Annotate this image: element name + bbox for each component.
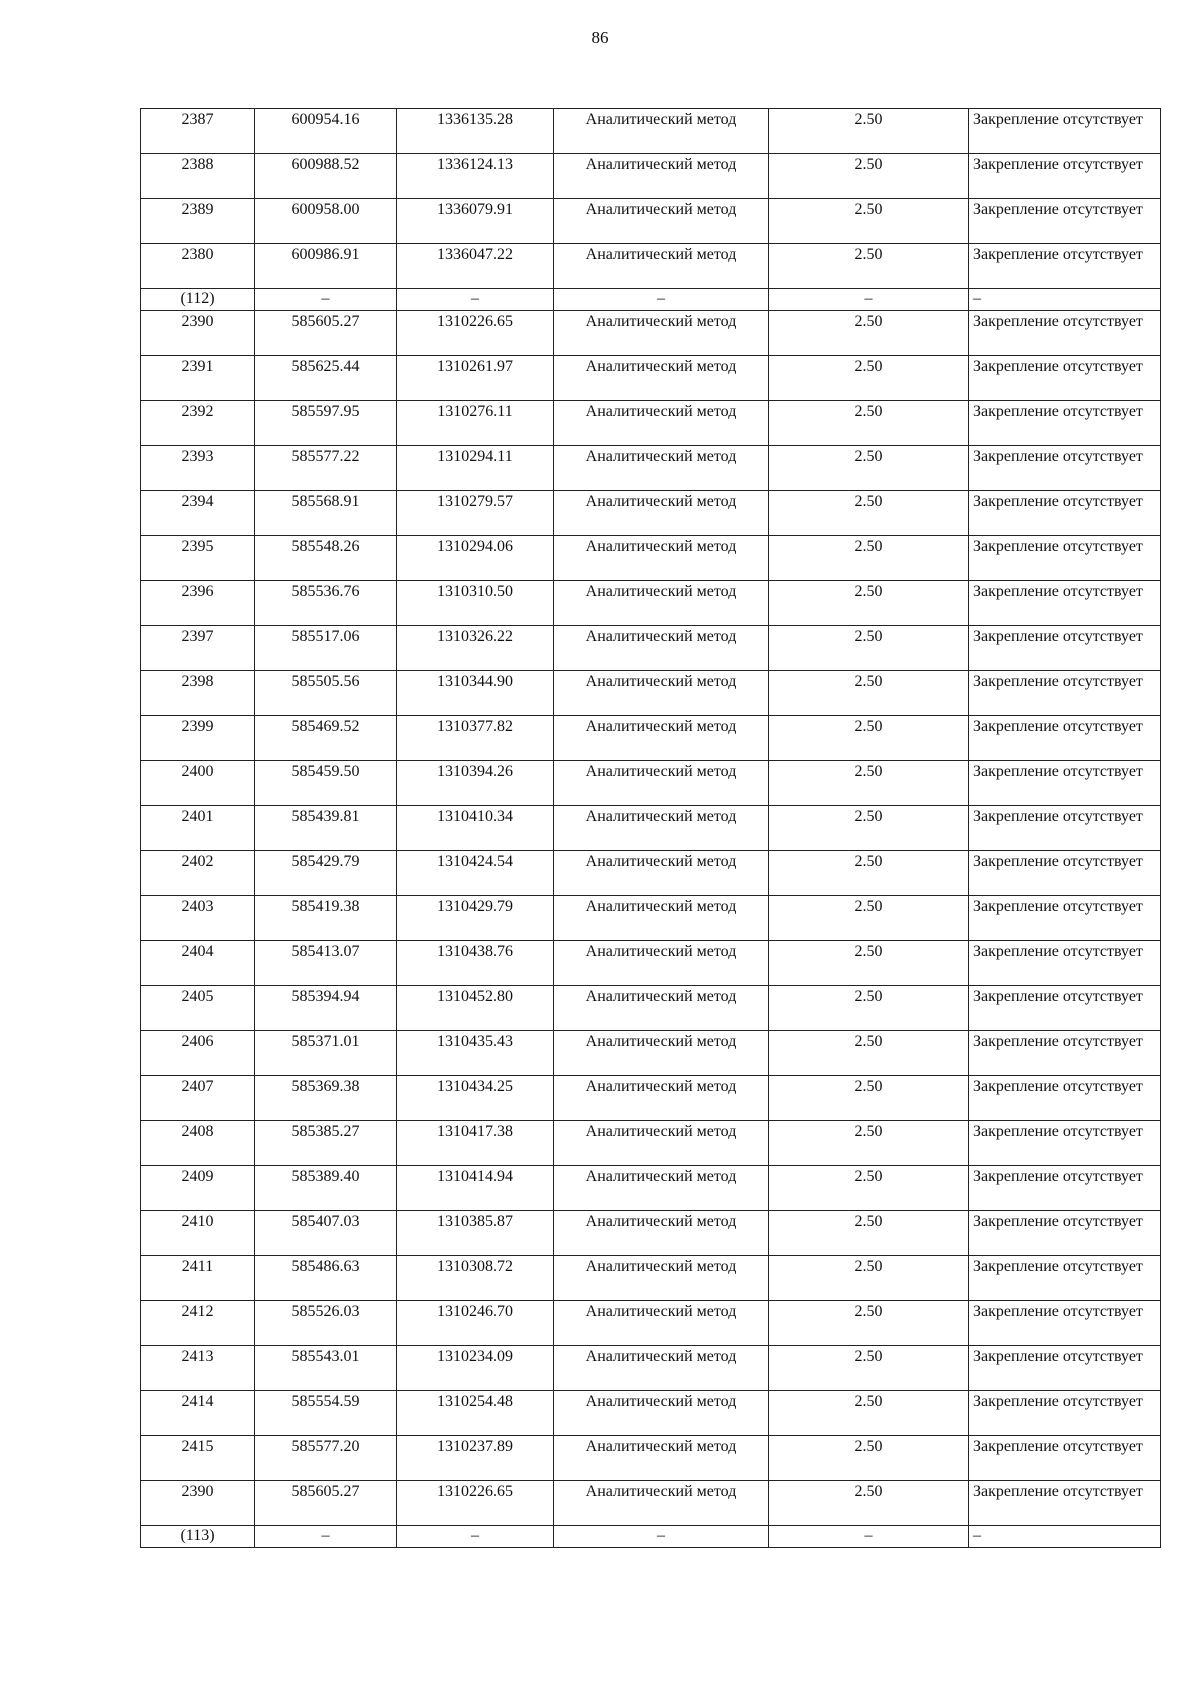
method-cell: Аналитический метод — [554, 851, 769, 896]
method-cell: – — [554, 289, 769, 311]
y-coordinate-cell: 1310254.48 — [397, 1391, 554, 1436]
y-coordinate-cell: 1310435.43 — [397, 1031, 554, 1076]
y-coordinate-cell: 1336079.91 — [397, 199, 554, 244]
accuracy-cell: 2.50 — [769, 626, 969, 671]
method-cell: Аналитический метод — [554, 1436, 769, 1481]
point-number-cell: 2411 — [141, 1256, 255, 1301]
fixing-cell: Закрепление отсутствует — [969, 1076, 1161, 1121]
x-coordinate-cell: 585389.40 — [255, 1166, 397, 1211]
x-coordinate-cell: 585407.03 — [255, 1211, 397, 1256]
fixing-cell: Закрепление отсутствует — [969, 581, 1161, 626]
fixing-cell: Закрепление отсутствует — [969, 401, 1161, 446]
x-coordinate-cell: 600958.00 — [255, 199, 397, 244]
accuracy-cell: 2.50 — [769, 1301, 969, 1346]
accuracy-cell: 2.50 — [769, 311, 969, 356]
x-coordinate-cell: 585429.79 — [255, 851, 397, 896]
y-coordinate-cell: 1310294.11 — [397, 446, 554, 491]
point-number-cell: 2380 — [141, 244, 255, 289]
y-coordinate-cell: 1310261.97 — [397, 356, 554, 401]
method-cell: Аналитический метод — [554, 154, 769, 199]
contour-separator-row — [141, 289, 1161, 311]
fixing-cell: – — [969, 1526, 1161, 1548]
fixing-cell: Закрепление отсутствует — [969, 311, 1161, 356]
table-row — [141, 716, 1161, 761]
method-cell: Аналитический метод — [554, 491, 769, 536]
x-coordinate-cell: – — [255, 289, 397, 311]
accuracy-cell: – — [769, 289, 969, 311]
point-number-cell: 2406 — [141, 1031, 255, 1076]
table-row — [141, 851, 1161, 896]
method-cell: Аналитический метод — [554, 311, 769, 356]
x-coordinate-cell: 585526.03 — [255, 1301, 397, 1346]
table-row — [141, 1256, 1161, 1301]
accuracy-cell: 2.50 — [769, 1121, 969, 1166]
accuracy-cell: 2.50 — [769, 986, 969, 1031]
method-cell: Аналитический метод — [554, 109, 769, 154]
table-row — [141, 1031, 1161, 1076]
x-coordinate-cell: 585625.44 — [255, 356, 397, 401]
table-row — [141, 581, 1161, 626]
accuracy-cell: 2.50 — [769, 109, 969, 154]
y-coordinate-cell: 1310326.22 — [397, 626, 554, 671]
accuracy-cell: 2.50 — [769, 244, 969, 289]
accuracy-cell: 2.50 — [769, 716, 969, 761]
point-number-cell: 2390 — [141, 311, 255, 356]
x-coordinate-cell: 585505.56 — [255, 671, 397, 716]
fixing-cell: Закрепление отсутствует — [969, 761, 1161, 806]
y-coordinate-cell: 1310226.65 — [397, 311, 554, 356]
accuracy-cell: 2.50 — [769, 761, 969, 806]
point-number-cell: 2405 — [141, 986, 255, 1031]
table-row — [141, 401, 1161, 446]
y-coordinate-cell: 1310429.79 — [397, 896, 554, 941]
fixing-cell: Закрепление отсутствует — [969, 1301, 1161, 1346]
x-coordinate-cell: 585554.59 — [255, 1391, 397, 1436]
accuracy-cell: 2.50 — [769, 1481, 969, 1526]
point-number-cell: 2391 — [141, 356, 255, 401]
method-cell: Аналитический метод — [554, 199, 769, 244]
accuracy-cell: – — [769, 1526, 969, 1548]
fixing-cell: Закрепление отсутствует — [969, 154, 1161, 199]
x-coordinate-cell: 585486.63 — [255, 1256, 397, 1301]
method-cell: Аналитический метод — [554, 761, 769, 806]
y-coordinate-cell: 1310237.89 — [397, 1436, 554, 1481]
method-cell: Аналитический метод — [554, 671, 769, 716]
method-cell: Аналитический метод — [554, 244, 769, 289]
method-cell: Аналитический метод — [554, 1076, 769, 1121]
y-coordinate-cell: 1310279.57 — [397, 491, 554, 536]
accuracy-cell: 2.50 — [769, 1031, 969, 1076]
y-coordinate-cell: – — [397, 289, 554, 311]
method-cell: Аналитический метод — [554, 401, 769, 446]
point-number-cell: 2392 — [141, 401, 255, 446]
table-row — [141, 1166, 1161, 1211]
fixing-cell: Закрепление отсутствует — [969, 1211, 1161, 1256]
table-row — [141, 109, 1161, 154]
point-number-cell: 2389 — [141, 199, 255, 244]
y-coordinate-cell: 1336135.28 — [397, 109, 554, 154]
accuracy-cell: 2.50 — [769, 1391, 969, 1436]
table-row — [141, 626, 1161, 671]
point-number-cell: 2399 — [141, 716, 255, 761]
fixing-cell: Закрепление отсутствует — [969, 941, 1161, 986]
method-cell: Аналитический метод — [554, 986, 769, 1031]
fixing-cell: Закрепление отсутствует — [969, 199, 1161, 244]
accuracy-cell: 2.50 — [769, 671, 969, 716]
x-coordinate-cell: 585459.50 — [255, 761, 397, 806]
fixing-cell: Закрепление отсутствует — [969, 716, 1161, 761]
y-coordinate-cell: 1310452.80 — [397, 986, 554, 1031]
y-coordinate-cell: 1310394.26 — [397, 761, 554, 806]
accuracy-cell: 2.50 — [769, 1346, 969, 1391]
point-number-cell: 2412 — [141, 1301, 255, 1346]
fixing-cell: Закрепление отсутствует — [969, 896, 1161, 941]
accuracy-cell: 2.50 — [769, 1211, 969, 1256]
y-coordinate-cell: 1310226.65 — [397, 1481, 554, 1526]
method-cell: Аналитический метод — [554, 941, 769, 986]
table-row — [141, 1391, 1161, 1436]
method-cell: Аналитический метод — [554, 626, 769, 671]
y-coordinate-cell: 1336124.13 — [397, 154, 554, 199]
x-coordinate-cell: 585469.52 — [255, 716, 397, 761]
point-number-cell: 2402 — [141, 851, 255, 896]
coordinates-table — [140, 108, 1161, 1548]
x-coordinate-cell: 585394.94 — [255, 986, 397, 1031]
method-cell: Аналитический метод — [554, 1031, 769, 1076]
accuracy-cell: 2.50 — [769, 199, 969, 244]
x-coordinate-cell: 585413.07 — [255, 941, 397, 986]
x-coordinate-cell: 585543.01 — [255, 1346, 397, 1391]
method-cell: Аналитический метод — [554, 536, 769, 581]
accuracy-cell: 2.50 — [769, 154, 969, 199]
point-number-cell: 2410 — [141, 1211, 255, 1256]
method-cell: Аналитический метод — [554, 581, 769, 626]
point-number-cell: 2390 — [141, 1481, 255, 1526]
method-cell: Аналитический метод — [554, 806, 769, 851]
fixing-cell: Закрепление отсутствует — [969, 491, 1161, 536]
x-coordinate-cell: 585536.76 — [255, 581, 397, 626]
page-number: 86 — [591, 28, 609, 47]
y-coordinate-cell: – — [397, 1526, 554, 1548]
accuracy-cell: 2.50 — [769, 851, 969, 896]
table-row — [141, 244, 1161, 289]
accuracy-cell: 2.50 — [769, 941, 969, 986]
x-coordinate-cell: 585577.20 — [255, 1436, 397, 1481]
fixing-cell: Закрепление отсутствует — [969, 109, 1161, 154]
accuracy-cell: 2.50 — [769, 896, 969, 941]
table-row — [141, 986, 1161, 1031]
point-number-cell: 2413 — [141, 1346, 255, 1391]
table-row — [141, 491, 1161, 536]
table-row — [141, 1301, 1161, 1346]
y-coordinate-cell: 1310424.54 — [397, 851, 554, 896]
point-number-cell: 2415 — [141, 1436, 255, 1481]
method-cell: Аналитический метод — [554, 446, 769, 491]
y-coordinate-cell: 1310417.38 — [397, 1121, 554, 1166]
accuracy-cell: 2.50 — [769, 1076, 969, 1121]
table-row — [141, 806, 1161, 851]
accuracy-cell: 2.50 — [769, 1166, 969, 1211]
x-coordinate-cell: 585517.06 — [255, 626, 397, 671]
fixing-cell: Закрепление отсутствует — [969, 1481, 1161, 1526]
method-cell: Аналитический метод — [554, 1301, 769, 1346]
table-row — [141, 356, 1161, 401]
fixing-cell: Закрепление отсутствует — [969, 356, 1161, 401]
method-cell: Аналитический метод — [554, 716, 769, 761]
method-cell: Аналитический метод — [554, 1211, 769, 1256]
method-cell: Аналитический метод — [554, 1121, 769, 1166]
x-coordinate-cell: 600986.91 — [255, 244, 397, 289]
accuracy-cell: 2.50 — [769, 581, 969, 626]
point-number-cell: 2409 — [141, 1166, 255, 1211]
table-row — [141, 1436, 1161, 1481]
x-coordinate-cell: 600954.16 — [255, 109, 397, 154]
point-number-cell: 2408 — [141, 1121, 255, 1166]
x-coordinate-cell: 585385.27 — [255, 1121, 397, 1166]
y-coordinate-cell: 1310308.72 — [397, 1256, 554, 1301]
point-number-cell: 2394 — [141, 491, 255, 536]
point-number-cell: 2396 — [141, 581, 255, 626]
accuracy-cell: 2.50 — [769, 536, 969, 581]
table-row — [141, 896, 1161, 941]
y-coordinate-cell: 1310434.25 — [397, 1076, 554, 1121]
x-coordinate-cell: 585548.26 — [255, 536, 397, 581]
method-cell: Аналитический метод — [554, 1391, 769, 1436]
x-coordinate-cell: 585605.27 — [255, 311, 397, 356]
fixing-cell: Закрепление отсутствует — [969, 1121, 1161, 1166]
y-coordinate-cell: 1310234.09 — [397, 1346, 554, 1391]
fixing-cell: Закрепление отсутствует — [969, 1346, 1161, 1391]
table-row — [141, 1211, 1161, 1256]
y-coordinate-cell: 1310294.06 — [397, 536, 554, 581]
point-number-cell: (112) — [141, 289, 255, 311]
accuracy-cell: 2.50 — [769, 491, 969, 536]
x-coordinate-cell: 585369.38 — [255, 1076, 397, 1121]
accuracy-cell: 2.50 — [769, 1256, 969, 1301]
table-row — [141, 761, 1161, 806]
point-number-cell: (113) — [141, 1526, 255, 1548]
y-coordinate-cell: 1310410.34 — [397, 806, 554, 851]
table-row — [141, 941, 1161, 986]
point-number-cell: 2388 — [141, 154, 255, 199]
fixing-cell: Закрепление отсутствует — [969, 1391, 1161, 1436]
fixing-cell: Закрепление отсутствует — [969, 446, 1161, 491]
x-coordinate-cell: 585439.81 — [255, 806, 397, 851]
accuracy-cell: 2.50 — [769, 356, 969, 401]
fixing-cell: Закрепление отсутствует — [969, 671, 1161, 716]
fixing-cell: Закрепление отсутствует — [969, 536, 1161, 581]
table-row — [141, 536, 1161, 581]
fixing-cell: Закрепление отсутствует — [969, 1436, 1161, 1481]
accuracy-cell: 2.50 — [769, 446, 969, 491]
method-cell: Аналитический метод — [554, 1166, 769, 1211]
x-coordinate-cell: – — [255, 1526, 397, 1548]
y-coordinate-cell: 1310310.50 — [397, 581, 554, 626]
table-body — [141, 109, 1161, 1548]
method-cell: Аналитический метод — [554, 356, 769, 401]
table-row — [141, 1121, 1161, 1166]
x-coordinate-cell: 585597.95 — [255, 401, 397, 446]
fixing-cell: Закрепление отсутствует — [969, 1031, 1161, 1076]
x-coordinate-cell: 600988.52 — [255, 154, 397, 199]
table-row — [141, 154, 1161, 199]
fixing-cell: Закрепление отсутствует — [969, 1166, 1161, 1211]
method-cell: Аналитический метод — [554, 1256, 769, 1301]
method-cell: Аналитический метод — [554, 1346, 769, 1391]
fixing-cell: Закрепление отсутствует — [969, 806, 1161, 851]
y-coordinate-cell: 1310344.90 — [397, 671, 554, 716]
table-row — [141, 311, 1161, 356]
fixing-cell: Закрепление отсутствует — [969, 244, 1161, 289]
y-coordinate-cell: 1310438.76 — [397, 941, 554, 986]
point-number-cell: 2393 — [141, 446, 255, 491]
x-coordinate-cell: 585371.01 — [255, 1031, 397, 1076]
table-row — [141, 446, 1161, 491]
table-row — [141, 671, 1161, 716]
point-number-cell: 2400 — [141, 761, 255, 806]
x-coordinate-cell: 585568.91 — [255, 491, 397, 536]
x-coordinate-cell: 585577.22 — [255, 446, 397, 491]
fixing-cell: – — [969, 289, 1161, 311]
y-coordinate-cell: 1310385.87 — [397, 1211, 554, 1256]
point-number-cell: 2401 — [141, 806, 255, 851]
accuracy-cell: 2.50 — [769, 806, 969, 851]
fixing-cell: Закрепление отсутствует — [969, 1256, 1161, 1301]
y-coordinate-cell: 1336047.22 — [397, 244, 554, 289]
point-number-cell: 2414 — [141, 1391, 255, 1436]
method-cell: – — [554, 1526, 769, 1548]
point-number-cell: 2403 — [141, 896, 255, 941]
x-coordinate-cell: 585605.27 — [255, 1481, 397, 1526]
point-number-cell: 2395 — [141, 536, 255, 581]
table-row — [141, 1076, 1161, 1121]
y-coordinate-cell: 1310246.70 — [397, 1301, 554, 1346]
point-number-cell: 2404 — [141, 941, 255, 986]
fixing-cell: Закрепление отсутствует — [969, 851, 1161, 896]
accuracy-cell: 2.50 — [769, 1436, 969, 1481]
point-number-cell: 2387 — [141, 109, 255, 154]
fixing-cell: Закрепление отсутствует — [969, 986, 1161, 1031]
fixing-cell: Закрепление отсутствует — [969, 626, 1161, 671]
x-coordinate-cell: 585419.38 — [255, 896, 397, 941]
method-cell: Аналитический метод — [554, 1481, 769, 1526]
y-coordinate-cell: 1310414.94 — [397, 1166, 554, 1211]
table-row — [141, 199, 1161, 244]
point-number-cell: 2397 — [141, 626, 255, 671]
point-number-cell: 2398 — [141, 671, 255, 716]
accuracy-cell: 2.50 — [769, 401, 969, 446]
table-row — [141, 1346, 1161, 1391]
point-number-cell: 2407 — [141, 1076, 255, 1121]
method-cell: Аналитический метод — [554, 896, 769, 941]
y-coordinate-cell: 1310377.82 — [397, 716, 554, 761]
y-coordinate-cell: 1310276.11 — [397, 401, 554, 446]
table-row — [141, 1481, 1161, 1526]
contour-separator-row — [141, 1526, 1161, 1548]
